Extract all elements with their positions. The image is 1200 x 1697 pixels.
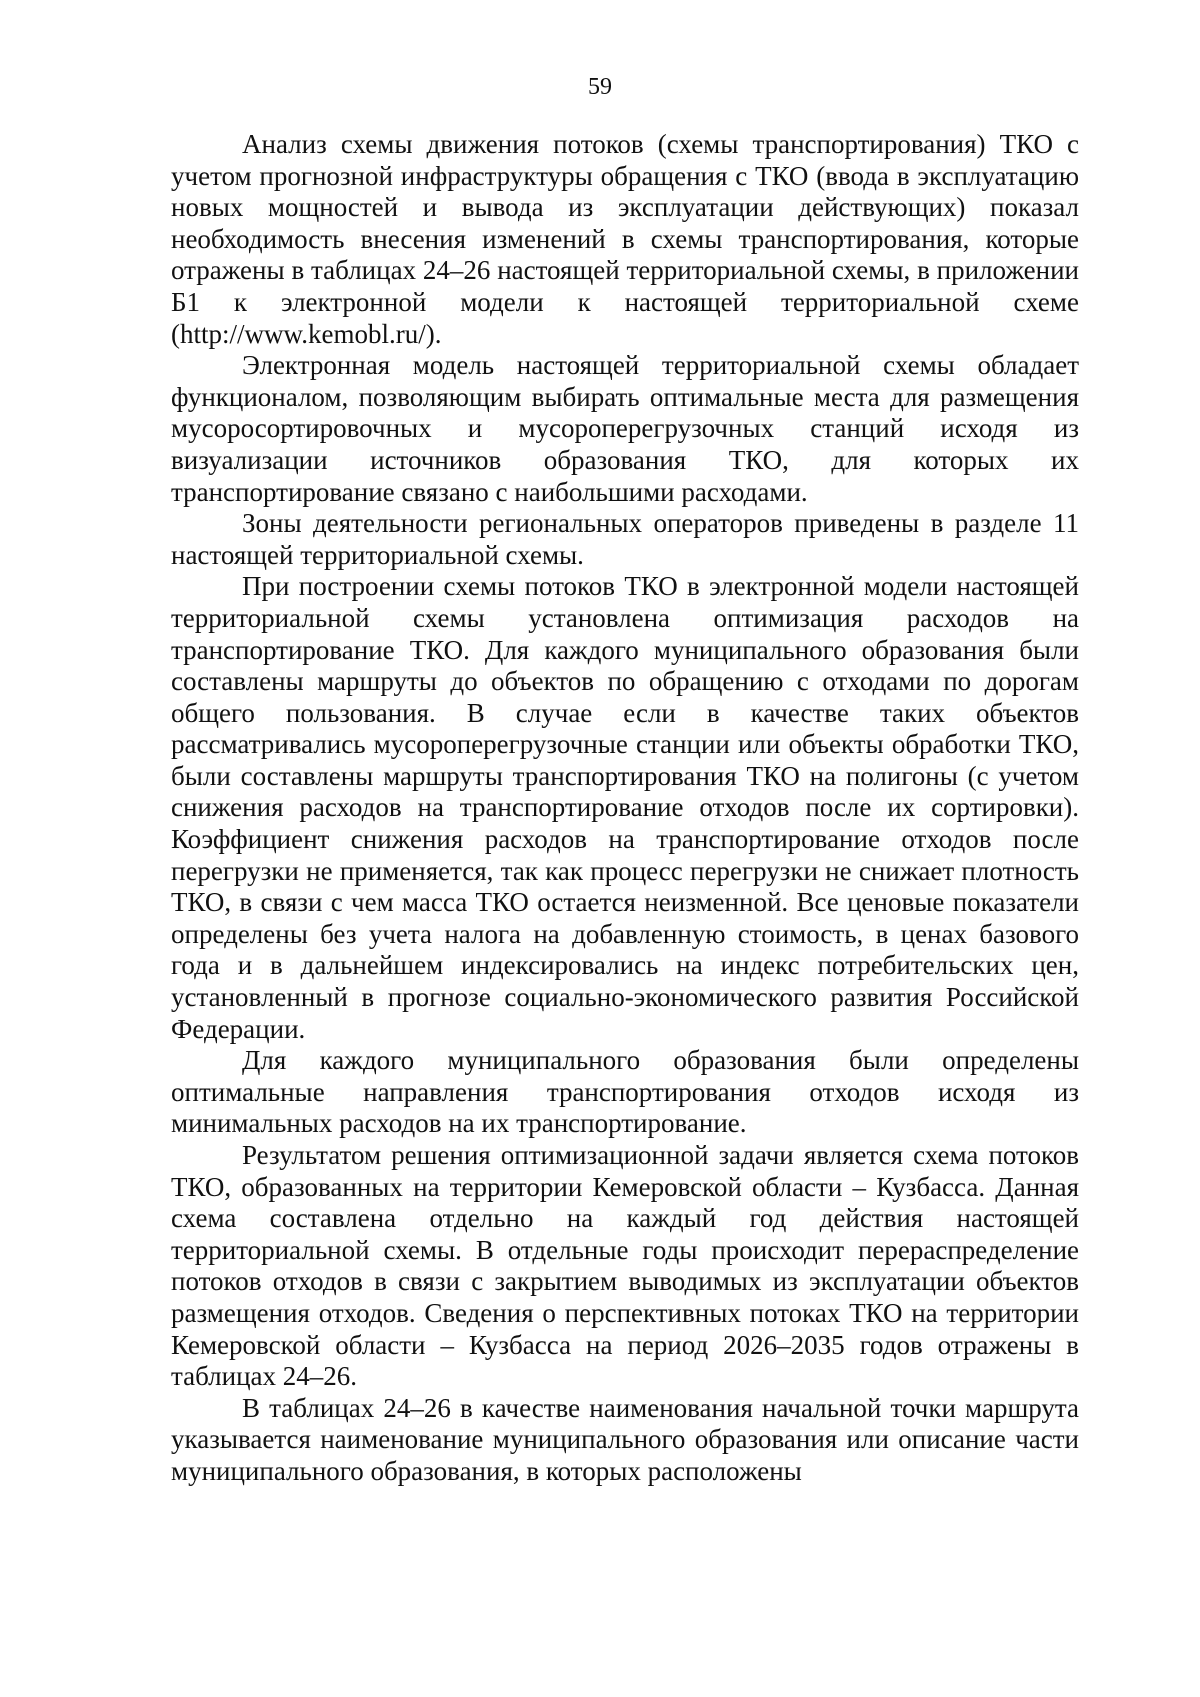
paragraph-operator-zones: Зоны деятельности региональных операторов приведены в разделе 11 настоящей территориальной схемы. [171, 508, 1079, 570]
paragraph-optimal-directions: Для каждого муниципального образования были определены оптимальные направления транспортирования отходов исходя из минимальных расходов на их транспортирование. [171, 1045, 1079, 1139]
page-number: 59 [588, 74, 612, 100]
paragraph-tables-start-point: В таблицах 24–26 в качестве наименования начальной точки маршрута указывается наименование муниципального образования или описание части муниципального образования, в которых расположены [171, 1392, 1079, 1486]
paragraph-optimization-result: Результатом решения оптимизационной задачи является схема потоков ТКО, образованных на территории Кемеровской области – Кузбасса. Данная схема составлена отдельно на каждый год действия настоящей территориальной схемы. В отдельные годы происходит перераспределение потоков отходов в связи с закрытием выводимых из эксплуатации объектов размещения отходов. Сведения о перспективных потоках ТКО на территории Кемеровской области – Кузбасса на период 2026–2035 годов отражены в таблицах 24–26. [171, 1140, 1079, 1392]
paragraph-electronic-model: Электронная модель настоящей территориальной схемы обладает функционалом, позволяющим выбирать оптимальные места для размещения мусоросортировочных и мусороперегрузочных станций исходя из визуализации источников образования ТКО, для которых их транспортирование связано с наибольшими расходами. [171, 350, 1079, 507]
paragraph-flow-scheme-construction: При построении схемы потоков ТКО в электронной модели настоящей территориальной схемы установлена оптимизация расходов на транспортирование ТКО. Для каждого муниципального образования были составлены маршруты до объектов по обращению с отходами по дорогам общего пользования. В случае если в качестве таких объектов рассматривались мусороперегрузочные станции или объекты обработки ТКО, были составлены маршруты транспортирования ТКО на полигоны (с учетом снижения расходов на транспортирование отходов после их сортировки). Коэффициент снижения расходов на транспортирование отходов после перегрузки не применяется, так как процесс перегрузки не снижает плотность ТКО, в связи с чем масса ТКО остается неизменной. Все ценовые показатели определены без учета налога на добавленную стоимость, в ценах базового года и в дальнейшем индексировались на индекс потребительских цен, установленный в прогнозе социально-экономического развития Российской Федерации. [171, 571, 1079, 1044]
paragraph-transport-scheme-analysis: Анализ схемы движения потоков (схемы транспортирования) ТКО с учетом прогнозной инфраструктуры обращения с ТКО (ввода в эксплуатацию новых мощностей и вывода из эксплуатации действующих) показал необходимость внесения изменений в схемы транспортирования, которые отражены в таблицах 24–26 настоящей территориальной схемы, в приложении Б1 к электронной модели к настоящей территориальной схеме (http://www.kemobl.ru/). [171, 129, 1079, 349]
body-text [171, 129, 1079, 1488]
